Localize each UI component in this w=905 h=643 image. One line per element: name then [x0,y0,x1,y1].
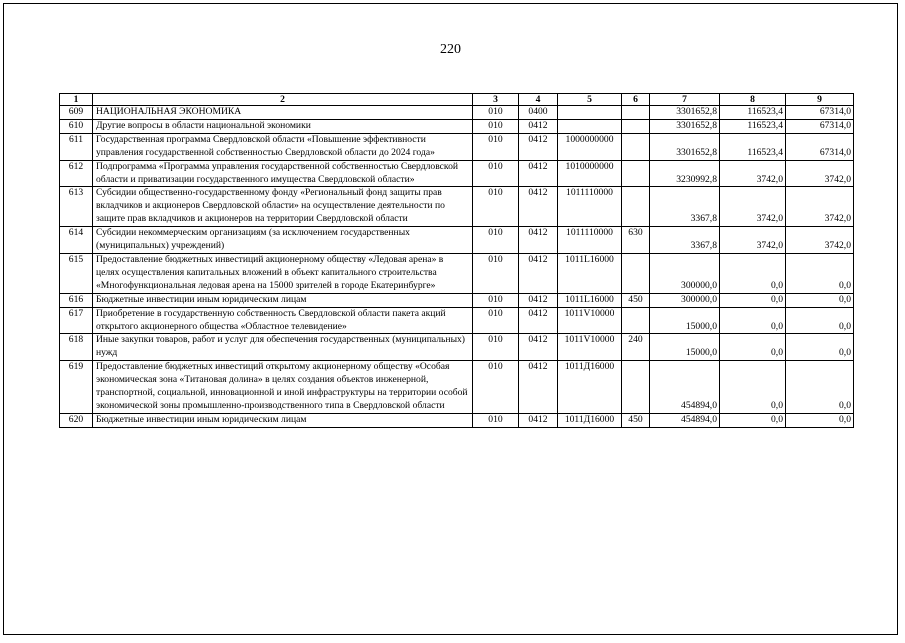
table-body [60,106,854,428]
expense-type-cell [622,133,650,160]
ministry-code-cell: 010 [473,160,519,187]
table-row [60,119,854,133]
target-code-cell: 1011L16000 [558,293,622,307]
amount-col9-cell: 67314,0 [786,133,854,160]
expense-type-cell [622,119,650,133]
target-code-cell [558,119,622,133]
budget-table [59,93,854,428]
amount-col9-cell: 0,0 [786,413,854,427]
table-row [60,187,854,227]
ministry-code-cell: 010 [473,361,519,414]
header-cell-8: 8 [720,94,786,106]
expense-type-cell [622,307,650,334]
header-cell-7: 7 [650,94,720,106]
ministry-code-cell: 010 [473,413,519,427]
section-code-cell: 0412 [519,307,558,334]
expense-type-cell: 630 [622,227,650,254]
target-code-cell: 1000000000 [558,133,622,160]
page-number: 220 [440,42,461,57]
amount-col7-cell: 454894,0 [650,361,720,414]
amount-col7-cell: 300000,0 [650,253,720,293]
amount-col9-cell: 67314,0 [786,106,854,120]
amount-col8-cell: 0,0 [720,253,786,293]
amount-col7-cell: 15000,0 [650,334,720,361]
amount-col9-cell: 3742,0 [786,160,854,187]
table-row [60,307,854,334]
row-name-cell: Иные закупки товаров, работ и услуг для обеспечения государственных (муниципальных) нужд [93,334,473,361]
row-number-cell: 615 [60,253,93,293]
target-code-cell: 1011L16000 [558,253,622,293]
amount-col9-cell: 0,0 [786,307,854,334]
ministry-code-cell: 010 [473,307,519,334]
expense-type-cell [622,253,650,293]
ministry-code-cell: 010 [473,106,519,120]
header-cell-2: 2 [93,94,473,106]
row-number-cell: 618 [60,334,93,361]
amount-col9-cell: 0,0 [786,361,854,414]
section-code-cell: 0412 [519,160,558,187]
expense-type-cell [622,106,650,120]
row-number-cell: 614 [60,227,93,254]
section-code-cell: 0412 [519,293,558,307]
ministry-code-cell: 010 [473,293,519,307]
amount-col8-cell: 116523,4 [720,106,786,120]
amount-col8-cell: 3742,0 [720,187,786,227]
amount-col9-cell: 3742,0 [786,227,854,254]
amount-col8-cell: 0,0 [720,361,786,414]
amount-col8-cell: 0,0 [720,413,786,427]
ministry-code-cell: 010 [473,119,519,133]
expense-type-cell [622,187,650,227]
amount-col8-cell: 0,0 [720,307,786,334]
ministry-code-cell: 010 [473,187,519,227]
row-number-cell: 609 [60,106,93,120]
table-row [60,334,854,361]
table-row [60,413,854,427]
row-number-cell: 613 [60,187,93,227]
row-name-cell: Предоставление бюджетных инвестиций открытому акционерному обществу «Особая экономическая зона «Титановая долина» в целях создания объектов инженерной, транспортной, социальной, инновационной и иной инфраструктуры на территории особой экономической зоны промышленно-производственного типа в Свердловской области [93,361,473,414]
document-page [3,3,898,635]
amount-col8-cell: 116523,4 [720,133,786,160]
section-code-cell: 0412 [519,133,558,160]
table-row [60,253,854,293]
expense-type-cell: 450 [622,413,650,427]
row-name-cell: Бюджетные инвестиции иным юридическим лицам [93,413,473,427]
section-code-cell: 0412 [519,187,558,227]
target-code-cell: 1011Д16000 [558,413,622,427]
table-row [60,106,854,120]
expense-type-cell [622,361,650,414]
amount-col9-cell: 0,0 [786,334,854,361]
section-code-cell: 0412 [519,334,558,361]
table-row [60,160,854,187]
amount-col8-cell: 3742,0 [720,227,786,254]
amount-col7-cell: 300000,0 [650,293,720,307]
section-code-cell: 0412 [519,253,558,293]
section-code-cell: 0412 [519,361,558,414]
header-cell-4: 4 [519,94,558,106]
expense-type-cell: 240 [622,334,650,361]
header-cell-5: 5 [558,94,622,106]
header-cell-6: 6 [622,94,650,106]
header-row [60,94,854,106]
target-code-cell: 1011110000 [558,227,622,254]
table-row [60,361,854,414]
table-row [60,293,854,307]
target-code-cell [558,106,622,120]
row-name-cell: Субсидии некоммерческим организациям (за исключением государственных (муниципальных) учреждений) [93,227,473,254]
expense-type-cell [622,160,650,187]
amount-col8-cell: 116523,4 [720,119,786,133]
row-number-cell: 610 [60,119,93,133]
target-code-cell: 1011Д16000 [558,361,622,414]
amount-col9-cell: 0,0 [786,253,854,293]
amount-col9-cell: 0,0 [786,293,854,307]
amount-col7-cell: 3301652,8 [650,119,720,133]
section-code-cell: 0412 [519,119,558,133]
amount-col7-cell: 454894,0 [650,413,720,427]
row-name-cell: Другие вопросы в области национальной экономики [93,119,473,133]
target-code-cell: 1010000000 [558,160,622,187]
row-number-cell: 616 [60,293,93,307]
row-name-cell: Субсидии общественно-государственному фонду «Региональный фонд защиты прав вкладчиков и акционеров Свердловской области» на осуществление деятельности по защите прав вкладчиков и акционеров на территории Свердловской области [93,187,473,227]
target-code-cell: 1011V10000 [558,334,622,361]
ministry-code-cell: 010 [473,334,519,361]
expense-type-cell: 450 [622,293,650,307]
amount-col7-cell: 15000,0 [650,307,720,334]
section-code-cell: 0400 [519,106,558,120]
header-cell-1: 1 [60,94,93,106]
section-code-cell: 0412 [519,227,558,254]
amount-col9-cell: 67314,0 [786,119,854,133]
target-code-cell: 1011V10000 [558,307,622,334]
row-name-cell: Государственная программа Свердловской области «Повышение эффективности управления государственной собственностью Свердловской области до 2024 года» [93,133,473,160]
row-name-cell: Подпрограмма «Программа управления государственной собственностью Свердловской области и приватизации государственного имущества Свердловской области» [93,160,473,187]
amount-col7-cell: 3301652,8 [650,133,720,160]
amount-col8-cell: 0,0 [720,293,786,307]
section-code-cell: 0412 [519,413,558,427]
ministry-code-cell: 010 [473,133,519,160]
amount-col7-cell: 3301652,8 [650,106,720,120]
table-row [60,227,854,254]
header-cell-9: 9 [786,94,854,106]
row-number-cell: 620 [60,413,93,427]
row-number-cell: 611 [60,133,93,160]
amount-col7-cell: 3230992,8 [650,160,720,187]
row-name-cell: Приобретение в государственную собственность Свердловской области пакета акций открытого акционерного общества «Областное телевидение» [93,307,473,334]
row-number-cell: 612 [60,160,93,187]
header-cell-3: 3 [473,94,519,106]
table-row [60,133,854,160]
amount-col8-cell: 0,0 [720,334,786,361]
row-name-cell: НАЦИОНАЛЬНАЯ ЭКОНОМИКА [93,106,473,120]
ministry-code-cell: 010 [473,227,519,254]
amount-col7-cell: 3367,8 [650,187,720,227]
row-number-cell: 619 [60,361,93,414]
amount-col8-cell: 3742,0 [720,160,786,187]
row-name-cell: Бюджетные инвестиции иным юридическим лицам [93,293,473,307]
amount-col9-cell: 3742,0 [786,187,854,227]
row-number-cell: 617 [60,307,93,334]
target-code-cell: 1011110000 [558,187,622,227]
ministry-code-cell: 010 [473,253,519,293]
row-name-cell: Предоставление бюджетных инвестиций акционерному обществу «Ледовая арена» в целях осуществления капитальных вложений в объект капитального строительства «Многофункциональная ледовая арена на 15000 зрителей в городе Екатеринбурге» [93,253,473,293]
amount-col7-cell: 3367,8 [650,227,720,254]
